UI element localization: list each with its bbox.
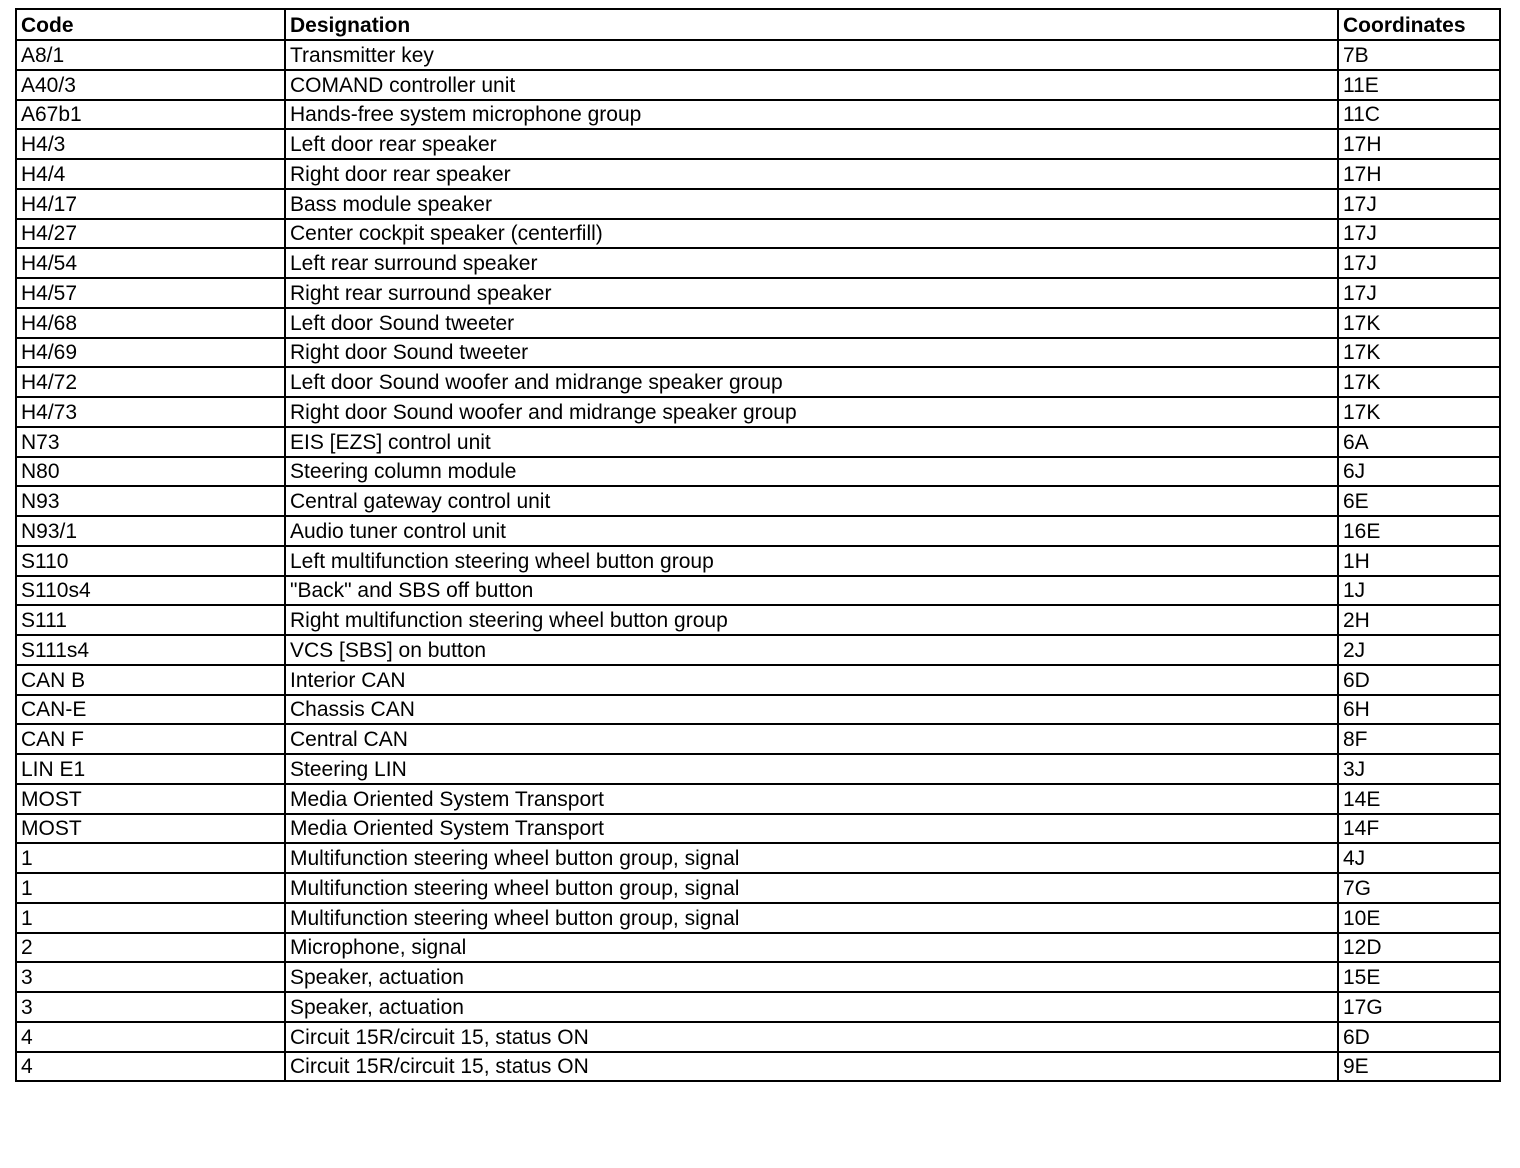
cell-code: LIN E1: [16, 754, 285, 784]
table-row: [16, 70, 1500, 100]
cell-code: 1: [16, 843, 285, 873]
cell-coordinates: 6H: [1338, 695, 1500, 725]
cell-designation: Right door Sound woofer and midrange speaker group: [285, 397, 1338, 427]
cell-coordinates: 6D: [1338, 1022, 1500, 1052]
cell-code: N80: [16, 457, 285, 487]
cell-coordinates: 17H: [1338, 129, 1500, 159]
cell-designation: Multifunction steering wheel button group, signal: [285, 903, 1338, 933]
cell-coordinates: 17G: [1338, 992, 1500, 1022]
cell-coordinates: 14F: [1338, 814, 1500, 844]
table-row: [16, 367, 1500, 397]
cell-code: 1: [16, 873, 285, 903]
cell-code: H4/3: [16, 129, 285, 159]
table-row: [16, 100, 1500, 130]
table-row: [16, 219, 1500, 249]
cell-designation: Central CAN: [285, 724, 1338, 754]
cell-coordinates: 17J: [1338, 219, 1500, 249]
cell-designation: VCS [SBS] on button: [285, 635, 1338, 665]
column-header-coordinates: Coordinates: [1338, 9, 1500, 40]
cell-code: 2: [16, 933, 285, 963]
table-row: [16, 189, 1500, 219]
cell-coordinates: 1H: [1338, 546, 1500, 576]
table-row: [16, 873, 1500, 903]
cell-designation: Right multifunction steering wheel button group: [285, 605, 1338, 635]
cell-code: A40/3: [16, 70, 285, 100]
cell-coordinates: 12D: [1338, 933, 1500, 963]
table-row: [16, 516, 1500, 546]
cell-designation: Chassis CAN: [285, 695, 1338, 725]
cell-designation: EIS [EZS] control unit: [285, 427, 1338, 457]
table-row: [16, 397, 1500, 427]
cell-code: H4/69: [16, 338, 285, 368]
table-row: [16, 962, 1500, 992]
cell-coordinates: 17K: [1338, 338, 1500, 368]
cell-coordinates: 10E: [1338, 903, 1500, 933]
cell-code: MOST: [16, 784, 285, 814]
table-row: [16, 308, 1500, 338]
cell-coordinates: 17K: [1338, 397, 1500, 427]
cell-code: H4/4: [16, 159, 285, 189]
cell-coordinates: 14E: [1338, 784, 1500, 814]
cell-designation: Left door Sound woofer and midrange speaker group: [285, 367, 1338, 397]
cell-code: MOST: [16, 814, 285, 844]
cell-code: CAN B: [16, 665, 285, 695]
table-row: [16, 427, 1500, 457]
cell-code: H4/54: [16, 248, 285, 278]
cell-coordinates: 6E: [1338, 486, 1500, 516]
table-row: [16, 546, 1500, 576]
cell-designation: Left door rear speaker: [285, 129, 1338, 159]
cell-designation: Bass module speaker: [285, 189, 1338, 219]
table-row: [16, 635, 1500, 665]
cell-coordinates: 15E: [1338, 962, 1500, 992]
cell-code: H4/27: [16, 219, 285, 249]
cell-code: CAN-E: [16, 695, 285, 725]
cell-coordinates: 2J: [1338, 635, 1500, 665]
table-row: [16, 605, 1500, 635]
cell-coordinates: 8F: [1338, 724, 1500, 754]
column-header-code: Code: [16, 9, 285, 40]
cell-coordinates: 17J: [1338, 189, 1500, 219]
cell-designation: Transmitter key: [285, 40, 1338, 70]
cell-code: H4/57: [16, 278, 285, 308]
table-row: [16, 129, 1500, 159]
cell-designation: COMAND controller unit: [285, 70, 1338, 100]
table-row: [16, 933, 1500, 963]
cell-designation: Media Oriented System Transport: [285, 814, 1338, 844]
cell-code: A67b1: [16, 100, 285, 130]
cell-coordinates: 17K: [1338, 367, 1500, 397]
table-row: [16, 486, 1500, 516]
cell-designation: Hands-free system microphone group: [285, 100, 1338, 130]
cell-code: S111s4: [16, 635, 285, 665]
cell-designation: Steering column module: [285, 457, 1338, 487]
cell-designation: Right door Sound tweeter: [285, 338, 1338, 368]
cell-code: S111: [16, 605, 285, 635]
table-row: [16, 457, 1500, 487]
cell-code: H4/72: [16, 367, 285, 397]
cell-coordinates: 11C: [1338, 100, 1500, 130]
cell-designation: Center cockpit speaker (centerfill): [285, 219, 1338, 249]
cell-coordinates: 17J: [1338, 278, 1500, 308]
cell-coordinates: 16E: [1338, 516, 1500, 546]
table-row: [16, 843, 1500, 873]
cell-coordinates: 17J: [1338, 248, 1500, 278]
cell-coordinates: 9E: [1338, 1052, 1500, 1082]
table-row: [16, 695, 1500, 725]
cell-coordinates: 17K: [1338, 308, 1500, 338]
table-body: [16, 40, 1500, 1081]
cell-coordinates: 7B: [1338, 40, 1500, 70]
table-row: [16, 992, 1500, 1022]
cell-designation: Audio tuner control unit: [285, 516, 1338, 546]
table-row: [16, 814, 1500, 844]
cell-coordinates: 2H: [1338, 605, 1500, 635]
header-row: [16, 9, 1500, 40]
cell-designation: Right rear surround speaker: [285, 278, 1338, 308]
table-row: [16, 724, 1500, 754]
cell-code: H4/17: [16, 189, 285, 219]
table-row: [16, 278, 1500, 308]
cell-code: A8/1: [16, 40, 285, 70]
cell-coordinates: 7G: [1338, 873, 1500, 903]
cell-code: 3: [16, 962, 285, 992]
table-row: [16, 903, 1500, 933]
cell-designation: Media Oriented System Transport: [285, 784, 1338, 814]
table-row: [16, 159, 1500, 189]
cell-coordinates: 1J: [1338, 576, 1500, 606]
cell-code: 3: [16, 992, 285, 1022]
cell-designation: Central gateway control unit: [285, 486, 1338, 516]
cell-coordinates: 6J: [1338, 457, 1500, 487]
cell-coordinates: 17H: [1338, 159, 1500, 189]
cell-designation: Left multifunction steering wheel button group: [285, 546, 1338, 576]
cell-code: 1: [16, 903, 285, 933]
cell-code: CAN F: [16, 724, 285, 754]
cell-code: 4: [16, 1052, 285, 1082]
table-row: [16, 784, 1500, 814]
table-row: [16, 40, 1500, 70]
cell-designation: Interior CAN: [285, 665, 1338, 695]
cell-designation: "Back" and SBS off button: [285, 576, 1338, 606]
cell-coordinates: 3J: [1338, 754, 1500, 784]
cell-designation: Multifunction steering wheel button group, signal: [285, 843, 1338, 873]
column-header-designation: Designation: [285, 9, 1338, 40]
cell-designation: Multifunction steering wheel button group, signal: [285, 873, 1338, 903]
cell-code: N93: [16, 486, 285, 516]
table-row: [16, 1052, 1500, 1082]
cell-coordinates: 4J: [1338, 843, 1500, 873]
table-row: [16, 754, 1500, 784]
cell-designation: Circuit 15R/circuit 15, status ON: [285, 1022, 1338, 1052]
table-row: [16, 1022, 1500, 1052]
cell-code: H4/68: [16, 308, 285, 338]
table-row: [16, 338, 1500, 368]
cell-code: 4: [16, 1022, 285, 1052]
cell-designation: Speaker, actuation: [285, 992, 1338, 1022]
cell-designation: Left rear surround speaker: [285, 248, 1338, 278]
cell-code: S110: [16, 546, 285, 576]
cell-code: N93/1: [16, 516, 285, 546]
component-legend-table: [15, 8, 1501, 1082]
cell-code: N73: [16, 427, 285, 457]
cell-code: S110s4: [16, 576, 285, 606]
cell-designation: Right door rear speaker: [285, 159, 1338, 189]
cell-designation: Speaker, actuation: [285, 962, 1338, 992]
table-row: [16, 576, 1500, 606]
table-row: [16, 665, 1500, 695]
cell-code: H4/73: [16, 397, 285, 427]
table-row: [16, 248, 1500, 278]
cell-designation: Steering LIN: [285, 754, 1338, 784]
cell-coordinates: 6D: [1338, 665, 1500, 695]
cell-designation: Circuit 15R/circuit 15, status ON: [285, 1052, 1338, 1082]
cell-designation: Microphone, signal: [285, 933, 1338, 963]
cell-designation: Left door Sound tweeter: [285, 308, 1338, 338]
cell-coordinates: 6A: [1338, 427, 1500, 457]
cell-coordinates: 11E: [1338, 70, 1500, 100]
